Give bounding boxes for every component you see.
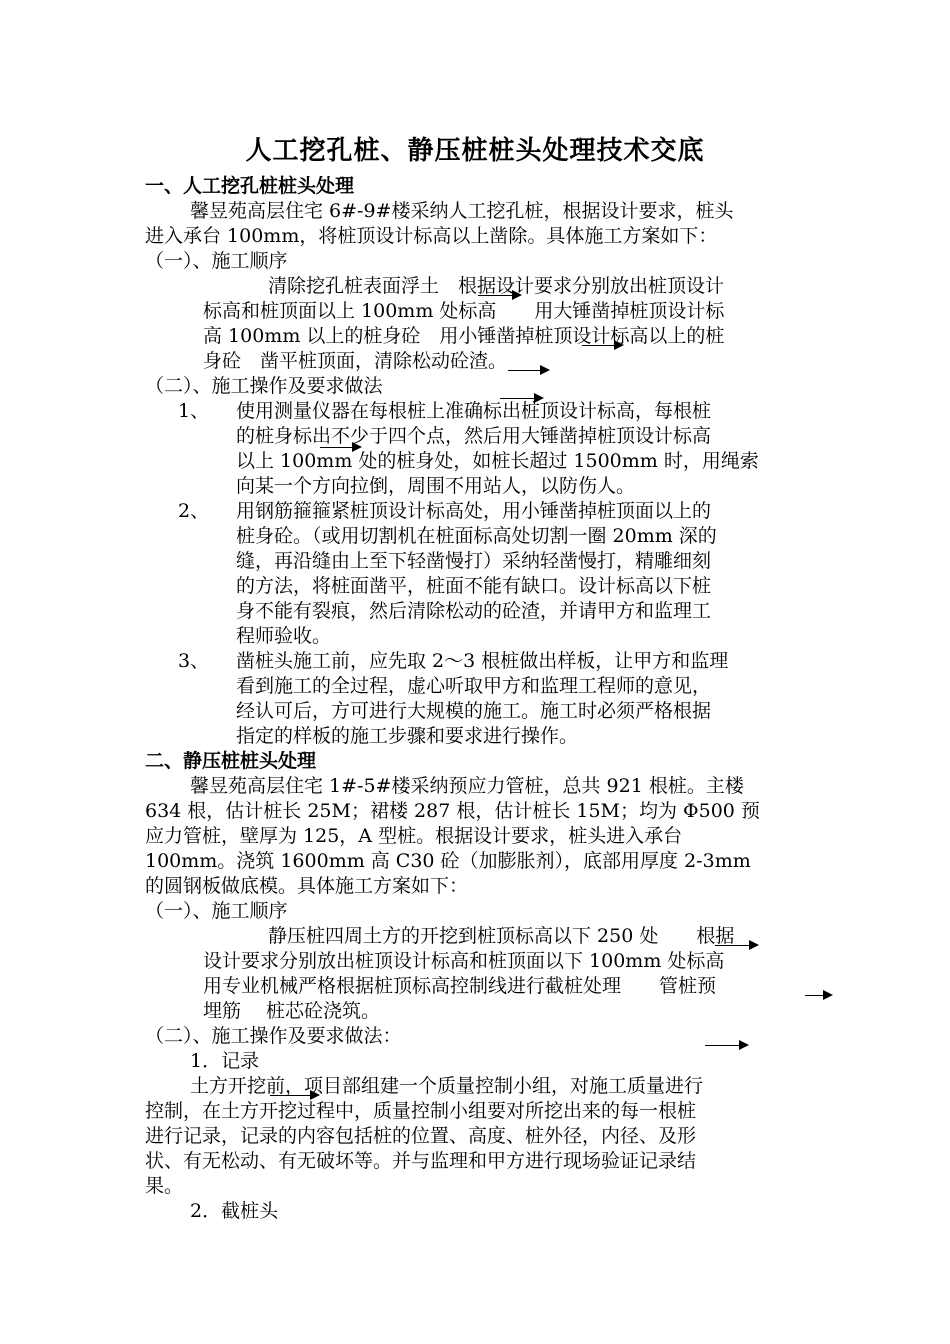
paragraph-line: 应力管桩，壁厚为 125，A 型桩。根据设计要求，桩头进入承台 — [145, 825, 683, 847]
paragraph-line: 进入承台 100mm，将桩顶设计标高以上凿除。具体施工方案如下： — [145, 225, 718, 247]
paragraph-line: 静压桩四周土方的开挖到桩顶标高以下 250 处 根据 — [268, 925, 735, 947]
right-arrow-icon — [478, 295, 520, 296]
right-arrow-icon — [500, 398, 542, 399]
right-arrow-icon — [508, 370, 548, 371]
paragraph-line: 馨昱苑高层住宅 6#-9#楼采纳人工挖孔桩，根据设计要求，桩头 — [190, 200, 734, 222]
paragraph-line: 馨昱苑高层住宅 1#-5#楼采纳预应力管桩，总共 921 根桩。主楼 — [190, 775, 744, 797]
subsection-heading: （二）、施工操作及要求做法 — [145, 375, 383, 397]
paragraph-line: 进行记录，记录的内容包括桩的位置、高度、桩外径，内径、及形 — [145, 1125, 697, 1147]
right-arrow-icon — [320, 447, 360, 448]
right-arrow-icon — [270, 1095, 318, 1096]
list-item-line: 以上 100mm 处的桩身处，如桩长超过 1500mm 时，用绳索 — [236, 450, 759, 472]
list-item-line: 用钢筋箍箍紧桩顶设计标高处，用小锤凿掉桩顶面以上的 — [236, 500, 712, 522]
subsection-heading: （一）、施工顺序 — [145, 900, 288, 922]
paragraph-line: 控制，在土方开挖过程中，质量控制小组要对所挖出来的每一根桩 — [145, 1100, 697, 1122]
numbered-heading: 2．截桩头 — [190, 1200, 279, 1222]
section-heading: 二、静压桩桩头处理 — [145, 750, 317, 772]
list-item-line: 缝，再沿缝由上至下轻凿慢打）采纳轻凿慢打，精雕细刻 — [236, 550, 712, 572]
paragraph-line: 用专业机械严格根据桩顶标高控制线进行截桩处理 管桩预 — [203, 975, 717, 997]
list-number: 2、 — [178, 500, 210, 522]
right-arrow-icon — [705, 1045, 747, 1046]
list-item-line: 程师验收。 — [236, 625, 332, 647]
paragraph-line: 设计要求分别放出桩顶设计标高和桩顶面以下 100mm 处标高 — [203, 950, 725, 972]
list-item-line: 经认可后，方可进行大规模的施工。施工时必须严格根据 — [236, 700, 712, 722]
paragraph-line: 634 根，估计桩长 25M；裙楼 287 根，估计桩长 15M；均为 Φ500 预 — [145, 800, 760, 822]
paragraph-line: 果。 — [145, 1175, 184, 1197]
subsection-heading: （二）、施工操作及要求做法： — [145, 1025, 402, 1047]
list-item-line: 指定的样板的施工步骤和要求进行操作。 — [236, 725, 579, 747]
list-item-line: 使用测量仪器在每根桩上准确标出桩顶设计标高，每根桩 — [236, 400, 712, 422]
right-arrow-icon — [715, 945, 757, 946]
list-item-line: 凿桩头施工前，应先取 2～3 根桩做出样板，让甲方和监理 — [236, 650, 729, 672]
list-item-line: 身不能有裂痕，然后清除松动的砼渣，并请甲方和监理工 — [236, 600, 712, 622]
section-heading: 一、人工挖孔桩桩头处理 — [145, 175, 355, 197]
paragraph-line: 土方开挖前，项目部组建一个质量控制小组，对施工质量进行 — [190, 1075, 704, 1097]
right-arrow-icon — [582, 345, 622, 346]
paragraph-line: 身砼 凿平桩顶面，清除松动砼渣。 — [203, 350, 508, 372]
numbered-heading: 1．记录 — [190, 1050, 260, 1072]
paragraph-line: 状、有无松动、有无破坏等。并与监理和甲方进行现场验证记录结 — [145, 1150, 697, 1172]
document-title: 人工挖孔桩、静压桩桩头处理技术交底 — [245, 136, 705, 166]
paragraph-line: 埋筋 桩芯砼浇筑。 — [203, 1000, 381, 1022]
list-item-line: 看到施工的全过程，虚心听取甲方和监理工程师的意见， — [236, 675, 712, 697]
list-number: 1、 — [178, 400, 210, 422]
subsection-heading: （一）、施工顺序 — [145, 250, 288, 272]
list-item-line: 桩身砼。（或用切割机在桩面标高处切割一圈 20mm 深的 — [236, 525, 717, 547]
right-arrow-icon — [805, 995, 831, 996]
list-item-line: 的桩身标出不少于四个点，然后用大锤凿掉桩顶设计标高 — [236, 425, 712, 447]
paragraph-line: 的圆钢板做底模。具体施工方案如下： — [145, 875, 469, 897]
list-item-line: 向某一个方向拉倒，周围不用站人，以防伤人。 — [236, 475, 636, 497]
list-item-line: 的方法，将桩面凿平，桩面不能有缺口。设计标高以下桩 — [236, 575, 712, 597]
paragraph-line: 标高和桩顶面以上 100mm 处标高 用大锤凿掉桩顶设计标 — [203, 300, 725, 322]
paragraph-line: 清除挖孔桩表面浮土 根据设计要求分别放出桩顶设计 — [268, 275, 725, 297]
list-number: 3、 — [178, 650, 210, 672]
paragraph-line: 100mm。浇筑 1600mm 高 C30 砼（加膨胀剂），底部用厚度 2-3mm — [145, 850, 751, 872]
paragraph-line: 高 100mm 以上的桩身砼 用小锤凿掉桩顶设计标高以上的桩 — [203, 325, 725, 347]
